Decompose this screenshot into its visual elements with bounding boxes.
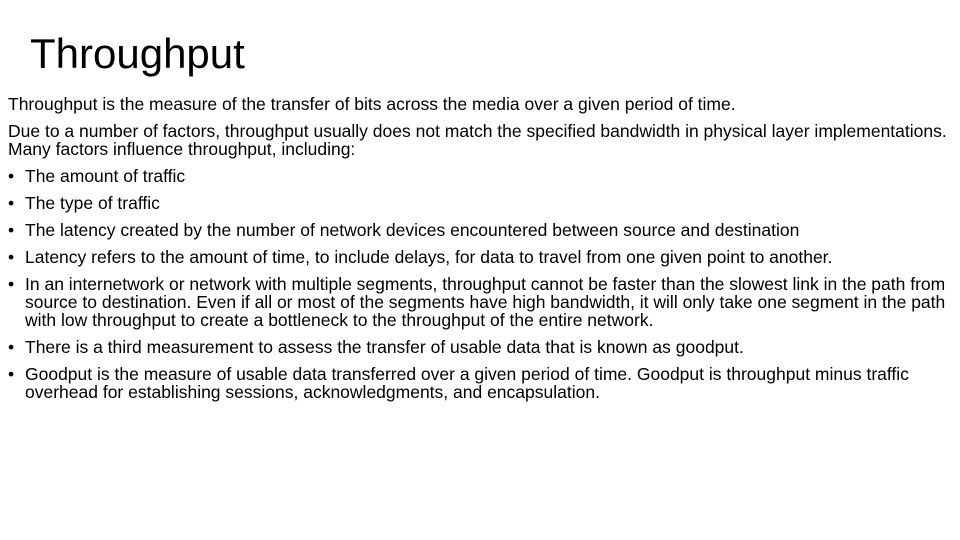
bullet-item-bottleneck [8, 275, 953, 329]
bullet-item-latency-devices [8, 221, 953, 239]
bullet-icon: • [8, 274, 15, 294]
bullet-text: In an internetwork or network with multiple segments, throughput cannot be faster than the slowest link in the path from source to destination. Even if all or most of the segments have high bandwidth, it will only take one segment in the path with low throughput to create a bottleneck to the throughput of the entire network. [25, 274, 946, 330]
bullet-text: The latency created by the number of network devices encountered between source and destination [25, 220, 800, 240]
paragraph-factors-intro: Due to a number of factors, throughput usually does not match the specified bandwidth in physical layer implementations. Many factors influence throughput, including: [8, 121, 947, 159]
bullet-item-latency-definition [8, 248, 953, 266]
bullet-list [8, 167, 953, 401]
paragraph-definition: Throughput is the measure of the transfer of bits across the media over a given period of time. [8, 94, 736, 114]
bullet-item-amount-of-traffic [8, 167, 953, 185]
bullet-text: The amount of traffic [25, 166, 186, 186]
bullet-icon: • [8, 220, 15, 240]
bullet-item-goodput-definition [8, 365, 953, 401]
bullet-text: Goodput is the measure of usable data transferred over a given period of time. Goodput is throughput minus traffic overhead for establishing sessions, acknowledgments, and encapsulation. [25, 364, 909, 402]
bullet-icon: • [8, 364, 15, 384]
bullet-text: There is a third measurement to assess the transfer of usable data that is known as goodput. [25, 337, 744, 357]
bullet-item-type-of-traffic [8, 194, 953, 212]
bullet-icon: • [8, 337, 15, 357]
bullet-icon: • [8, 247, 15, 267]
bullet-text: The type of traffic [25, 193, 160, 213]
slide-body [8, 95, 953, 410]
bullet-icon: • [8, 166, 15, 186]
slide-title: Throughput [30, 30, 245, 77]
bullet-item-goodput-intro [8, 338, 953, 356]
bullet-text: Latency refers to the amount of time, to include delays, for data to travel from one given point to another. [25, 247, 833, 267]
bullet-icon: • [8, 193, 15, 213]
